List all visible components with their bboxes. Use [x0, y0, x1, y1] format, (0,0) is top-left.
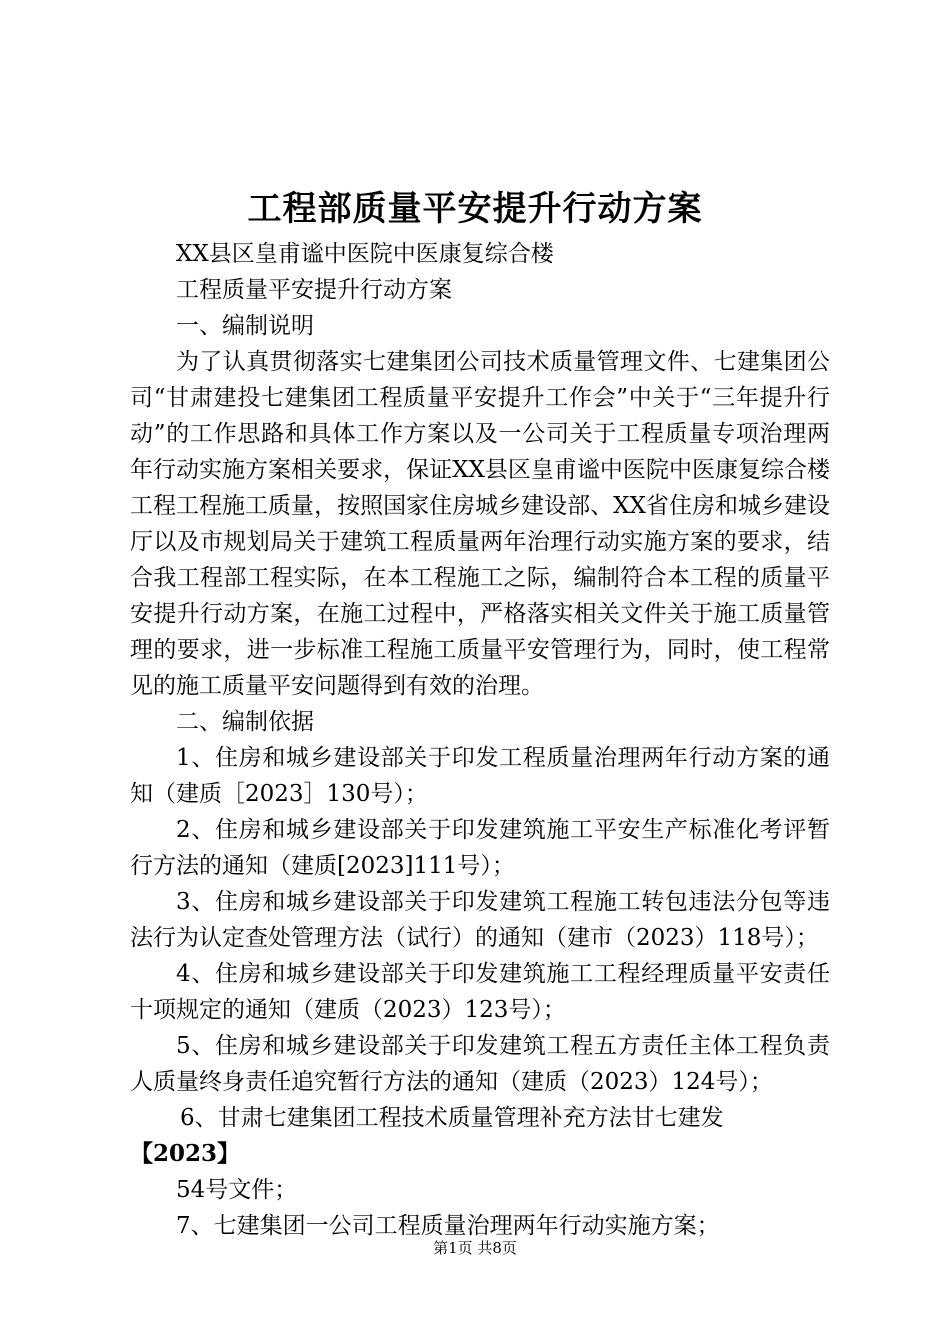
paragraph-project-name: XX县区皇甫谧中医院中医康复综合楼: [176, 241, 554, 267]
paragraph-plan-name: 工程质量平安提升行动方案: [176, 277, 452, 303]
section-heading-compilation-notes: 一、编制说明: [176, 313, 314, 339]
basis-item-4: 4、住房和城乡建设部关于印发建筑施工工程经理质量平安责任十项规定的通知（建质（2023）123号）；: [130, 961, 830, 1023]
basis-item-1: 1、住房和城乡建设部关于印发工程质量治理两年行动方案的通知（建质［2023］130号）；: [130, 745, 830, 807]
basis-item-6-doc-number: 54号文件；: [176, 1177, 298, 1203]
page-footer: 第1页 共8页: [433, 1239, 517, 1257]
basis-item-3: 3、住房和城乡建设部关于印发建筑工程施工转包违法分包等违法行为认定查处管理方法（试行）的通知（建市（2023）118号）；: [130, 889, 830, 951]
section-heading-compilation-basis: 二、编制依据: [176, 709, 314, 735]
basis-item-7: 7、七建集团一公司工程质量治理两年行动实施方案；: [176, 1213, 720, 1239]
paragraph-compilation-notes: 为了认真贯彻落实七建集团公司技术质量管理文件、七建集团公司“甘肃建投七建集团工程质量平安提升工作会”中关于“三年提升行动”的工作思路和具体工作方案以及一公司关于工程质量专项治理两年行动实施方案相关要求，保证XX县区皇甫谧中医院中医康复综合楼工程工程施工质量，按照国家住房城乡建设部、XX省住房和城乡建设厅以及市规划局关于建筑工程质量两年治理行动实施方案的要求，结合我工程部工程实际，在本工程施工之际，编制符合本工程的质量平安提升行动方案，在施工过程中，严格落实相关文件关于施工质量管理的要求，进一步标准工程施工质量平安管理行为，同时，使工程常见的施工质量平安问题得到有效的治理。: [130, 349, 830, 699]
basis-item-5: 5、住房和城乡建设部关于印发建筑工程五方责任主体工程负责人质量终身责任追究暂行方法的通知（建质（2023）124号）；: [130, 1033, 830, 1095]
document-title: 工程部质量平安提升行动方案: [247, 189, 703, 229]
document-body: [130, 236, 830, 1244]
basis-item-6-year: 【2023】: [130, 1140, 241, 1167]
basis-item-6: 6、甘肃七建集团工程技术质量管理补充方法甘七建发: [180, 1105, 724, 1131]
basis-item-2: 2、住房和城乡建设部关于印发建筑施工平安生产标准化考评暂行方法的通知（建质[2023]111号）；: [130, 817, 830, 879]
